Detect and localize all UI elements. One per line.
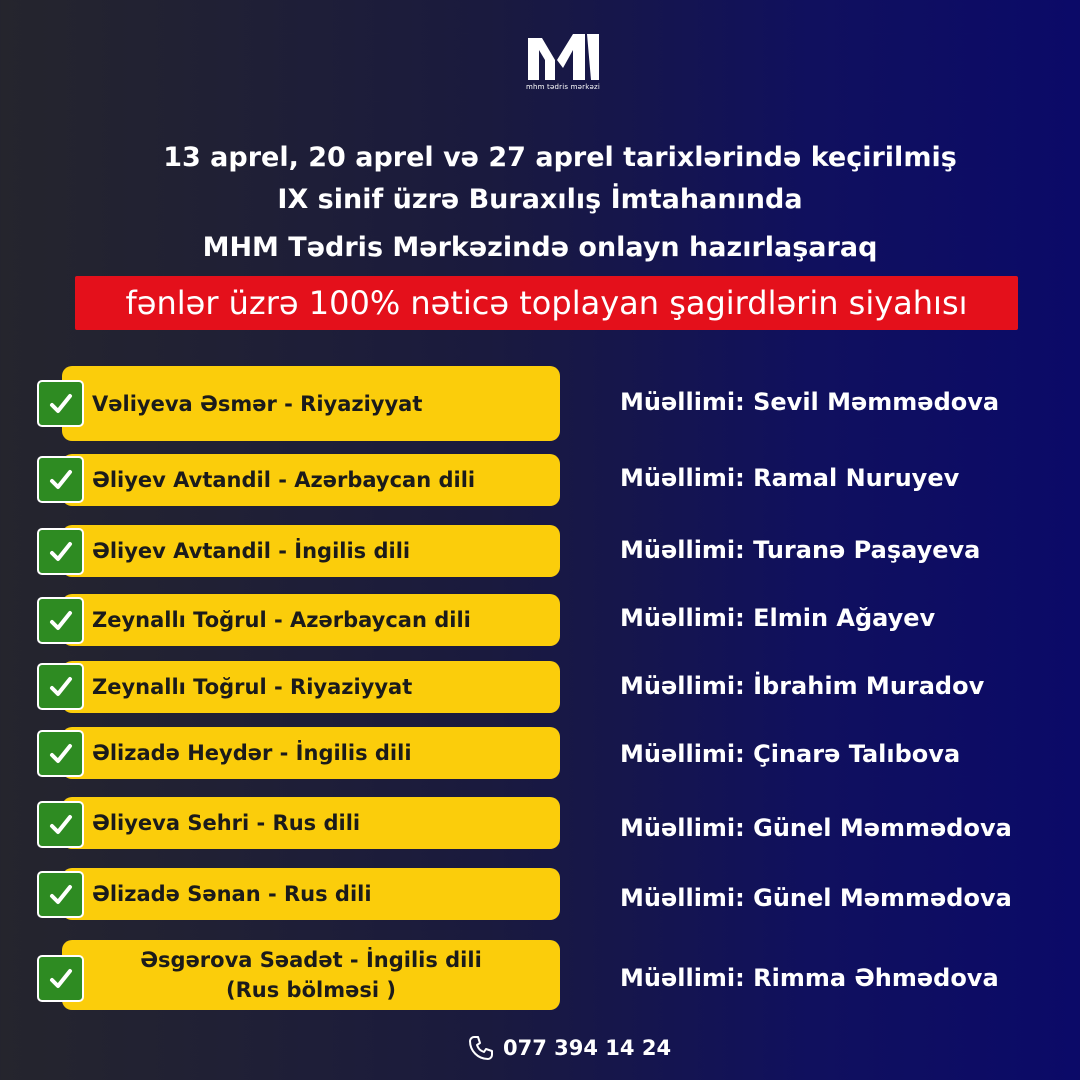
teacher-label: Müəllimi: Elmin Ağayev bbox=[620, 604, 936, 632]
teacher-label: Müəllimi: Sevil Məmmədova bbox=[620, 388, 1000, 416]
teacher-label: Müəllimi: Ramal Nuruyev bbox=[620, 464, 960, 492]
headline-line-1: 13 aprel, 20 aprel və 27 aprel tarixlərində keçirilmiş bbox=[163, 142, 957, 173]
check-icon bbox=[37, 528, 84, 575]
student-label: Əsgərova Səadət - İngilis dili bbox=[140, 948, 482, 972]
teacher-label: Müəllimi: Günel Məmmədova bbox=[620, 814, 1012, 842]
check-icon bbox=[37, 597, 84, 644]
teacher-label: Müəllimi: Günel Məmmədova bbox=[620, 884, 1012, 912]
student-label: Zeynallı Toğrul - Azərbaycan dili bbox=[92, 608, 471, 632]
headline-line-3: MHM Tədris Mərkəzində onlayn hazırlaşaraq bbox=[202, 232, 878, 263]
teacher-label: Müəllimi: Turanə Paşayeva bbox=[620, 536, 981, 564]
check-icon bbox=[37, 955, 84, 1002]
student-pill bbox=[62, 797, 560, 849]
student-label: Vəliyeva Əsmər - Riyaziyyat bbox=[92, 391, 423, 416]
contact-phone[interactable] bbox=[467, 1033, 671, 1063]
student-note: (Rus bölməsi ) bbox=[226, 978, 396, 1002]
student-label: Əliyev Avtandil - İngilis dili bbox=[92, 539, 411, 563]
teacher-label: Müəllimi: Çinarə Talıbova bbox=[620, 740, 961, 768]
check-icon bbox=[37, 380, 84, 427]
result-banner: fənlər üzrə 100% nəticə toplayan şagirdlərin siyahısı bbox=[75, 276, 1018, 330]
student-label: Əliyeva Sehri - Rus dili bbox=[92, 811, 361, 835]
brand-name: mhm tədris mərkəzi bbox=[525, 83, 601, 91]
check-icon bbox=[37, 663, 84, 710]
student-pill bbox=[62, 454, 560, 506]
student-pill bbox=[62, 661, 560, 713]
headline-line-2: IX sinif üzrə Buraxılış İmtahanında bbox=[277, 184, 803, 215]
teacher-label: Müəllimi: Rimma Əhmədova bbox=[620, 964, 999, 992]
student-pill bbox=[62, 868, 560, 920]
student-pill bbox=[62, 727, 560, 779]
student-pill bbox=[62, 594, 560, 646]
student-label: Əlizadə Heydər - İngilis dili bbox=[92, 741, 412, 765]
check-icon bbox=[37, 730, 84, 777]
check-icon bbox=[37, 456, 84, 503]
student-pill bbox=[62, 940, 560, 1010]
student-label: Əliyev Avtandil - Azərbaycan dili bbox=[92, 468, 476, 492]
phone-icon bbox=[467, 1034, 495, 1062]
teacher-label: Müəllimi: İbrahim Muradov bbox=[620, 672, 985, 700]
student-pill bbox=[62, 525, 560, 577]
student-pill bbox=[62, 366, 560, 441]
student-label: Əlizadə Sənan - Rus dili bbox=[92, 882, 372, 906]
check-icon bbox=[37, 871, 84, 918]
check-icon bbox=[37, 801, 84, 848]
phone-number: 077 394 14 24 bbox=[503, 1036, 672, 1060]
student-label: Zeynallı Toğrul - Riyaziyyat bbox=[92, 675, 413, 699]
